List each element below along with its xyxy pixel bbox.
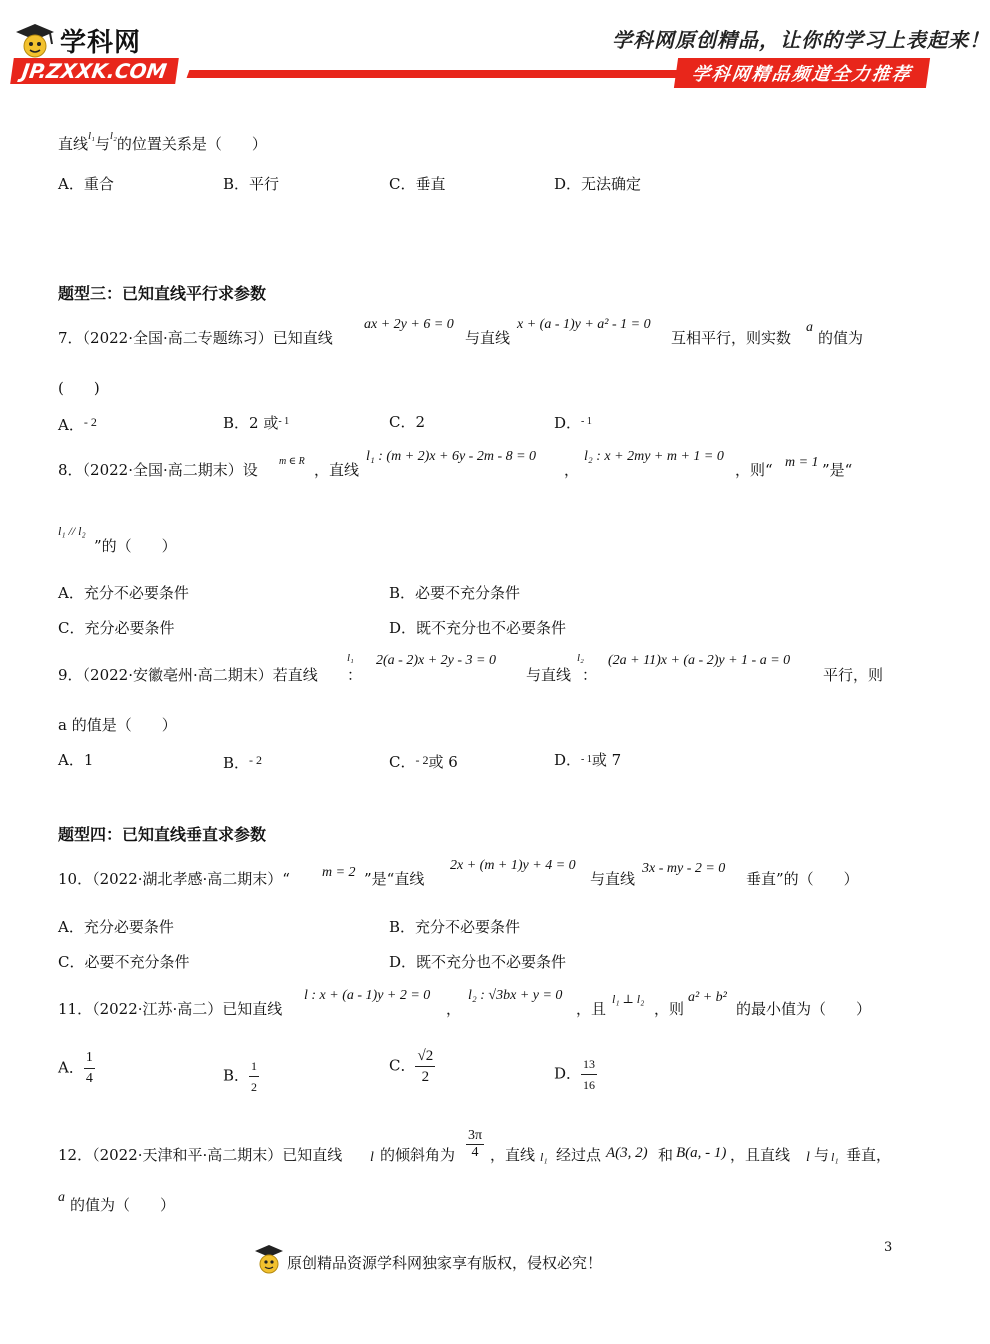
q10-option-d[interactable]: D．既不充分也不必要条件: [389, 953, 567, 971]
q7-end: 的值为: [818, 329, 864, 347]
q7-paren: ( ): [58, 379, 100, 397]
q12-with: 与: [814, 1146, 830, 1164]
q7-eq1: ax + 2y + 6 = 0: [364, 317, 454, 332]
q11-comma: ，: [446, 1000, 462, 1018]
q11-perp: l₁ ⊥ l₂: [612, 992, 645, 1006]
q8-end: ”的（ ）: [94, 537, 177, 555]
q12-line2: 的值为（ ）: [70, 1196, 176, 1214]
q9-option-a[interactable]: A．1: [58, 751, 94, 769]
section-3-title: 题型三：已知直线平行求参数: [58, 284, 267, 303]
q11-end: 的最小值为（ ）: [736, 1000, 872, 1018]
slogan: 学科网原创精品，让你的学习上表起来！: [612, 28, 990, 52]
q12-mid4: ，且直线: [730, 1146, 791, 1164]
logo-url: JP.ZXXK.COM: [10, 58, 178, 84]
q9-line2: a 的值是（ ）: [58, 716, 177, 734]
q12-mid1: 的倾斜角为: [380, 1146, 456, 1164]
q10-option-a[interactable]: A．充分必要条件: [58, 918, 174, 936]
q12-mid2: ，直线: [490, 1146, 536, 1164]
q10-eq1: 2x + (m + 1)y + 4 = 0: [450, 858, 576, 873]
question-9: 9．（2022·安徽亳州·高二期末）若直线: [58, 666, 318, 684]
q10-option-c[interactable]: C．必要不充分条件: [58, 953, 190, 971]
q11-then: ，则: [654, 1000, 685, 1018]
page-number: 3: [884, 1240, 893, 1255]
q11-and: ，且: [576, 1000, 607, 1018]
q10-option-b[interactable]: B．充分不必要条件: [389, 918, 521, 936]
q-prev-stem: 直线$^{l_1}$与$^{l_2}$的位置关系是（ ）: [58, 130, 267, 153]
logo-name: 学科网: [60, 28, 142, 58]
q10-mid: 与直线: [590, 870, 636, 888]
question-11: 11．（2022·江苏·高二）已知直线: [58, 1000, 283, 1018]
q12-point-b: B(a, - 1): [676, 1145, 727, 1161]
q9-option-c[interactable]: C．$^{- 2}$或 6: [389, 753, 458, 771]
q12-line2-var: a: [58, 1190, 65, 1205]
q7-option-c[interactable]: C．2: [389, 413, 426, 431]
q8-parallel: l₁ // l₂: [58, 524, 86, 538]
q9-option-d[interactable]: D．$^{- 1}$或 7: [554, 751, 622, 769]
q7-option-a[interactable]: A．$^{- 2}$: [58, 415, 97, 434]
q10-is: ”是“直线: [364, 870, 425, 888]
q8-m1: m = 1: [785, 455, 819, 470]
q12-point-a: A(3, 2): [606, 1145, 648, 1161]
q7-option-b[interactable]: B．2 或$^{- 1}$: [223, 414, 290, 432]
q8-then: ，则“: [735, 461, 773, 479]
q7-option-d[interactable]: D．$^{- 1}$: [554, 414, 592, 432]
q9-option-b[interactable]: B．$^{- 2}$: [223, 753, 263, 772]
q8-comma: ，: [564, 461, 580, 479]
q7-post: 互相平行，则实数: [671, 329, 792, 347]
q11-eq1: l : x + (a - 1)y + 2 = 0: [304, 988, 431, 1003]
q11-option-c[interactable]: C． $\frac{√2}{2}$: [389, 1048, 434, 1085]
q8-eq1: l₁ : (m + 2)x + 6y - 2m - 8 = 0: [366, 449, 537, 464]
q9-eq1: 2(a - 2)x + 2y - 3 = 0: [376, 653, 496, 668]
q-prev-option-a[interactable]: A．重合: [58, 175, 114, 193]
q12-end: 垂直，: [846, 1146, 892, 1164]
q11-expr: a² + b²: [688, 990, 727, 1005]
q9-l2: l₂: [577, 652, 584, 664]
question-12: 12．（2022·天津和平·高二期末）已知直线: [58, 1146, 343, 1164]
q9-mid: 与直线: [526, 666, 572, 684]
q11-option-a[interactable]: A． $\frac{1}{4}$: [58, 1050, 93, 1086]
header-divider: [187, 70, 680, 78]
q12-angle: $\frac{3\pi}{4}$: [468, 1128, 483, 1160]
q12-l1-b: l₁: [831, 1150, 839, 1164]
q11-option-b[interactable]: B． $\frac{1}{2}$: [223, 1056, 259, 1097]
q12-l: l: [370, 1150, 374, 1165]
banner: 学科网精品频道全力推荐: [674, 58, 930, 88]
question-8: 8．（2022·全国·高二期末）设: [58, 461, 258, 479]
q12-mid3: 经过点: [556, 1146, 602, 1164]
q8-option-d[interactable]: D．既不充分也不必要条件: [389, 619, 567, 637]
q8-cond: m ∈ R: [279, 456, 305, 467]
q9-eq2: (2a + 11)x + (a - 2)y + 1 - a = 0: [608, 653, 791, 668]
footer-mascot-icon: [253, 1243, 285, 1283]
q-prev-option-d[interactable]: D．无法确定: [554, 175, 642, 193]
q7-var: a: [806, 320, 813, 335]
q-prev-option-c[interactable]: C．垂直: [389, 175, 446, 193]
footer-copyright: 原创精品资源学科网独家享有版权，侵权必究！: [287, 1254, 603, 1272]
question-7: 7．（2022·全国·高二专题练习）已知直线: [58, 329, 333, 347]
q-prev-option-b[interactable]: B．平行: [223, 175, 280, 193]
q12-and: 和: [658, 1146, 674, 1164]
section-4-title: 题型四：已知直线垂直求参数: [58, 825, 267, 844]
question-10: 10．（2022·湖北孝感·高二期末）“: [58, 870, 290, 888]
q9-colon: ：: [347, 666, 363, 684]
q8-option-c[interactable]: C．充分必要条件: [58, 619, 175, 637]
q7-eq2: x + (a - 1)y + a² - 1 = 0: [517, 317, 651, 332]
q10-eq2: 3x - my - 2 = 0: [642, 861, 726, 876]
q12-l1: l₁: [540, 1150, 548, 1164]
q8-option-b[interactable]: B．必要不充分条件: [389, 584, 521, 602]
q9-post: 平行，则: [823, 666, 884, 684]
q11-eq2: l₂ : √3bx + y = 0: [468, 988, 563, 1003]
q9-l1: l₁: [347, 652, 354, 664]
q12-l-b: l: [806, 1150, 810, 1165]
q8-is: ”是“: [822, 461, 853, 479]
q10-m2: m = 2: [322, 865, 356, 880]
q8-option-a[interactable]: A．充分不必要条件: [58, 584, 189, 602]
q8-eq2: l₂ : x + 2my + m + 1 = 0: [584, 449, 724, 464]
q7-mid: 与直线: [465, 329, 511, 347]
q11-option-d[interactable]: D． $\frac{13}{16}$: [554, 1054, 597, 1095]
q10-end: 垂直”的（ ）: [746, 870, 859, 888]
q9-colon2: ：: [582, 666, 598, 684]
q8-mid: ，直线: [314, 461, 360, 479]
